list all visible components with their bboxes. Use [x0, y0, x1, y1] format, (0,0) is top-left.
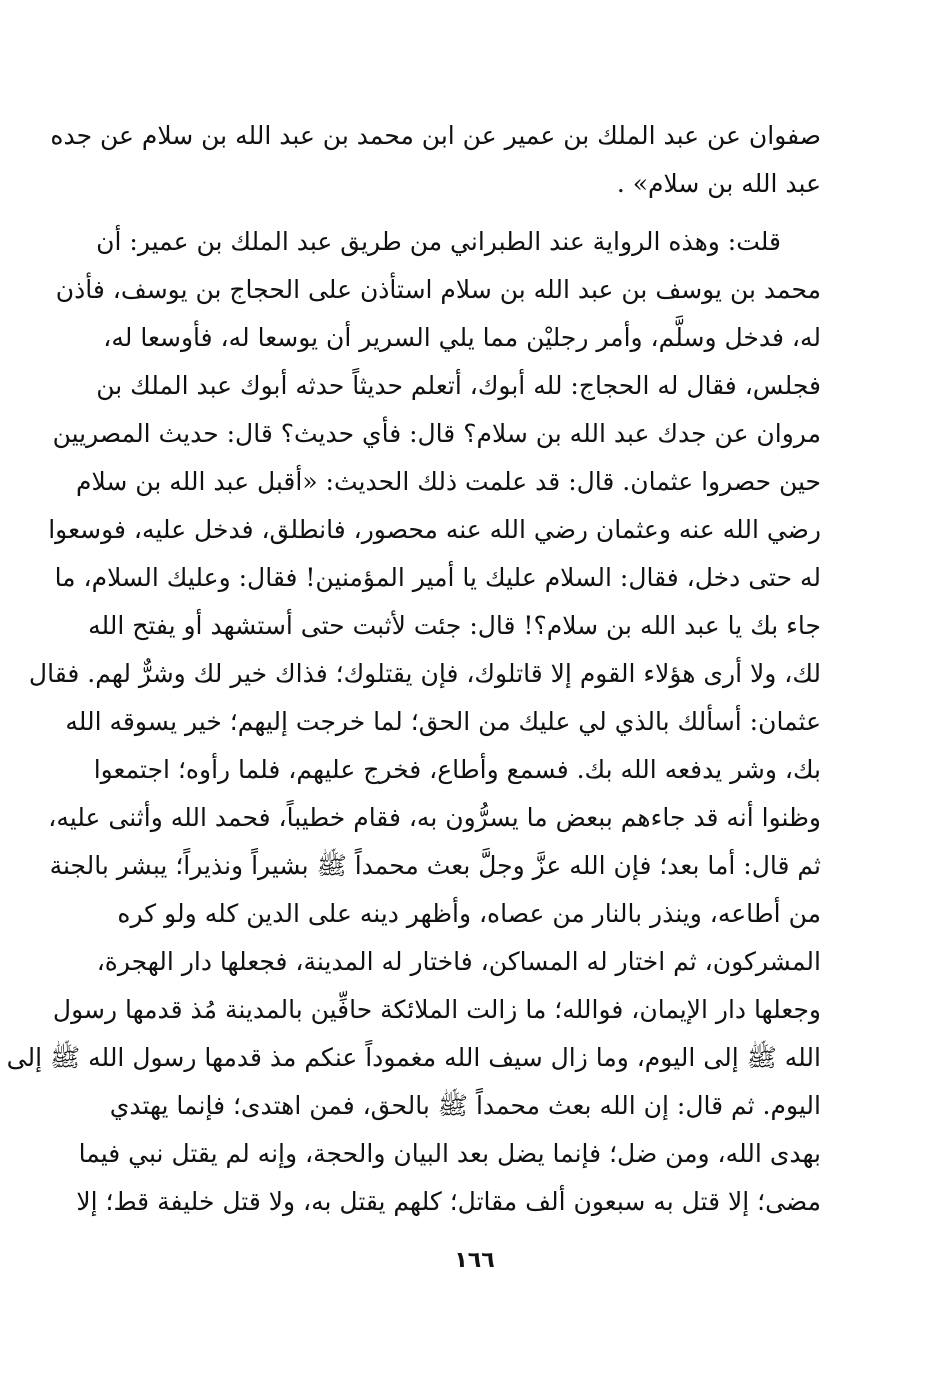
text-line: من أطاعه، وينذر بالنار من عصاه، وأظهر دينه على الدين كله ولو كره — [117, 899, 821, 928]
page-number: ١٦٦ — [454, 1248, 495, 1273]
text-line: فجلس، فقال له الحجاج: لله أبوك، أتعلم حديثاً حدثه أبوك عبد الملك بن — [96, 371, 821, 400]
text-line: مضى؛ إلا قتل به سبعون ألف مقاتل؛ كلهم يقتل به، ولا قتل خليفة قط؛ إلا — [76, 1187, 821, 1216]
text-line: الله ﷺ إلى اليوم، وما زال سيف الله مغموداً عنكم مذ قدمها رسول الله ﷺ إلى — [6, 1043, 821, 1072]
text-line: عثمان: أسألك بالذي لي عليك من الحق؛ لما خرجت إليهم؛ خير يسوقه الله — [65, 707, 821, 736]
text-line: محمد بن يوسف بن عبد الله بن سلام استأذن على الحجاج بن يوسف، فأذن — [55, 275, 821, 304]
text-line: حين حصروا عثمان. قال: قد علمت ذلك الحديث: «أقبل عبد الله بن سلام — [76, 467, 821, 496]
text-line: اليوم. ثم قال: إن الله بعث محمداً ﷺ بالحق، فمن اهتدى؛ فإنما يهتدي — [109, 1091, 821, 1120]
text-line: صفوان عن عبد الملك بن عمير عن ابن محمد بن عبد الله بن سلام عن جده — [50, 121, 821, 150]
text-line: عبد الله بن سلام» . — [616, 169, 821, 198]
text-line: له، فدخل وسلَّم، وأمر رجليْن مما يلي السرير أن يوسعا له، فأوسعا له، — [103, 323, 821, 352]
paragraph-2 — [6, 218, 821, 1226]
text-line: بهدى الله، ومن ضل؛ فإنما يضل بعد البيان والحجة، وإنه لم يقتل نبي فيما — [78, 1139, 821, 1168]
paragraph-1 — [50, 112, 821, 208]
text-line: رضي الله عنه وعثمان رضي الله عنه محصور، فانطلق، فدخل عليه، فوسعوا — [48, 515, 821, 544]
text-line: المشركون، ثم اختار له المساكن، فاختار له المدينة، فجعلها دار الهجرة، — [96, 947, 821, 976]
text-line: له حتى دخل، فقال: السلام عليك يا أمير المؤمنين! فقال: وعليك السلام، ما — [54, 563, 821, 592]
text-line: مروان عن جدك عبد الله بن سلام؟ قال: فأي حديث؟ قال: حديث المصريين — [52, 419, 821, 448]
text-line: بك، وشر يدفعه الله بك. فسمع وأطاع، فخرج عليهم، فلما رأوه؛ اجتمعوا — [93, 755, 821, 784]
text-line: لك، ولا أرى هؤلاء القوم إلا قاتلوك، فإن يقتلوك؛ فذاك خير لك وشرٌّ لهم. فقال — [28, 659, 821, 688]
text-line: ثم قال: أما بعد؛ فإن الله عزَّ وجلَّ بعث محمداً ﷺ بشيراً ونذيراً؛ يبشر بالجنة — [49, 851, 821, 880]
text-line: وظنوا أنه قد جاءهم ببعض ما يسرُّون به، فقام خطيباً، فحمد الله وأثنى عليه، — [48, 803, 821, 832]
text-line: جاء بك يا عبد الله بن سلام؟! قال: جئت لأثبت حتى أستشهد أو يفتح الله — [88, 611, 821, 640]
text-line: قلت: وهذه الرواية عند الطبراني من طريق عبد الملك بن عمير: أن — [96, 227, 781, 256]
text-line: وجعلها دار الإيمان، فوالله؛ ما زالت الملائكة حافِّين بالمدينة مُذ قدمها رسول — [52, 995, 821, 1024]
